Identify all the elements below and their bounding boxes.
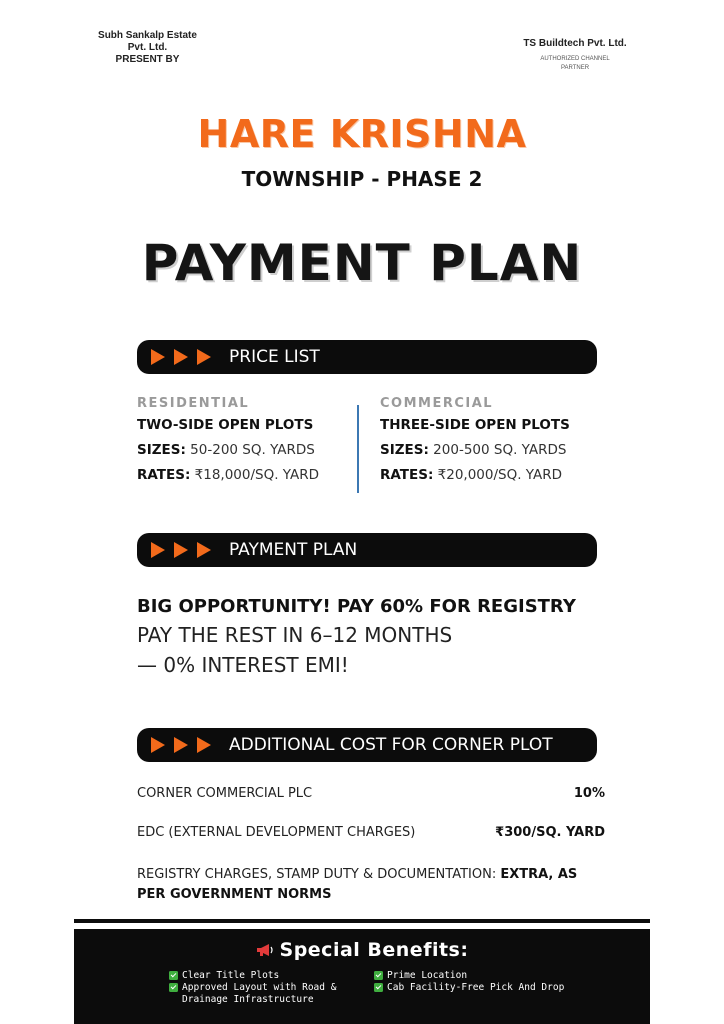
arrows-icon	[151, 349, 229, 365]
payment-plan-line2: PAY THE REST IN 6–12 MONTHS	[137, 623, 453, 647]
presenter-name-suffix: Pvt. Ltd.	[127, 42, 168, 53]
cost-value: ₹300/SQ. YARD	[495, 825, 605, 840]
commercial-column	[380, 396, 590, 483]
partner-block	[510, 38, 640, 73]
payment-plan-line3: — 0% INTEREST EMI!	[137, 653, 349, 677]
presenter-name: Subh Sankalp Estate	[98, 30, 197, 41]
payment-plan-line1: BIG OPPORTUNITY! PAY 60% FOR REGISTRY	[137, 596, 576, 617]
residential-column	[137, 396, 347, 483]
commercial-sizes: SIZES: 200-500 SQ. YARDS	[380, 442, 567, 458]
megaphone-icon	[256, 943, 274, 957]
check-icon	[374, 983, 383, 992]
cost-label: CORNER COMMERCIAL PLC	[137, 786, 313, 801]
cost-label: EDC (EXTERNAL DEVELOPMENT CHARGES)	[137, 825, 416, 840]
cost-value: 10%	[573, 786, 605, 801]
cost-row	[137, 825, 605, 840]
benefits-list-right	[374, 970, 614, 994]
project-subtitle: TOWNSHIP - PHASE 2	[241, 167, 483, 191]
cost-row	[137, 786, 605, 801]
partner-role	[510, 55, 640, 73]
check-icon	[169, 983, 178, 992]
registry-note: REGISTRY CHARGES, STAMP DUTY & DOCUMENTATION: EXTRA, AS PER GOVERNMENT NORMS	[137, 867, 578, 902]
residential-type: TWO-SIDE OPEN PLOTS	[137, 417, 314, 433]
payment-plan-label: PAYMENT PLAN	[229, 540, 358, 560]
presenter-block	[90, 30, 205, 66]
arrows-icon	[151, 737, 229, 753]
price-list-label: PRICE LIST	[229, 347, 320, 367]
arrows-icon	[151, 542, 229, 558]
main-heading: PAYMENT PLAN	[141, 234, 583, 292]
residential-category: RESIDENTIAL	[137, 396, 250, 411]
partner-role-line2: PARTNER	[560, 65, 590, 71]
commercial-rates: RATES: ₹20,000/SQ. YARD	[380, 467, 563, 483]
list-item: Cab Facility-Free Pick And Drop	[374, 982, 614, 994]
column-divider	[357, 405, 359, 493]
price-list-bar	[137, 340, 597, 374]
benefits-footer	[74, 929, 650, 1024]
footer-rule	[74, 919, 650, 923]
residential-rates: RATES: ₹18,000/SQ. YARD	[137, 467, 320, 483]
present-by-label: PRESENT BY	[115, 54, 180, 65]
residential-sizes: SIZES: 50-200 SQ. YARDS	[137, 442, 315, 458]
payment-plan-text	[137, 596, 576, 677]
additional-cost-label: ADDITIONAL COST FOR CORNER PLOT	[229, 735, 553, 755]
benefits-list-left	[169, 970, 344, 1006]
project-title: HARE KRISHNA	[197, 112, 527, 156]
list-item: Prime Location	[374, 970, 614, 982]
partner-name: TS Buildtech Pvt. Ltd.	[523, 38, 627, 49]
additional-cost-bar	[137, 728, 597, 762]
list-item: Clear Title Plots	[169, 970, 344, 982]
payment-plan-bar	[137, 533, 597, 567]
check-icon	[374, 971, 383, 980]
check-icon	[169, 971, 178, 980]
partner-role-line1: AUTHORIZED CHANNEL	[540, 56, 610, 62]
benefits-heading: Special Benefits:	[74, 939, 650, 961]
commercial-category: COMMERCIAL	[380, 396, 494, 411]
list-item: Approved Layout with Road & Drainage Infrastructure	[169, 982, 344, 1006]
commercial-type: THREE-SIDE OPEN PLOTS	[380, 417, 570, 433]
